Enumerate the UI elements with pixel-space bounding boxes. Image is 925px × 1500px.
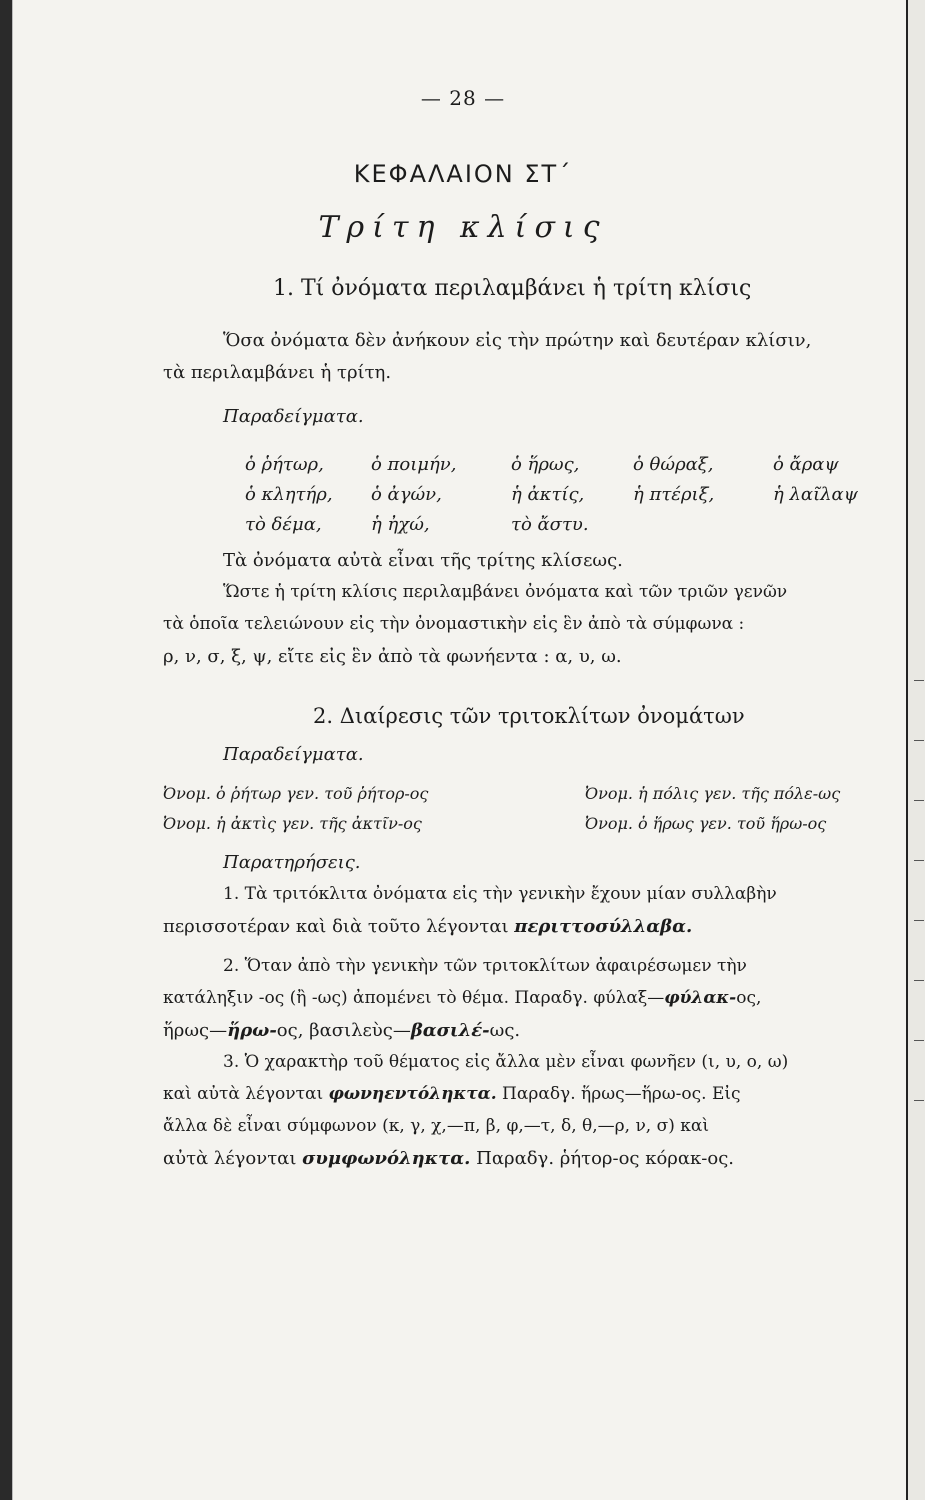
note2-line2: κατάληξιν -ος (ἢ -ως) ἀπομένει τὸ θέμα. Παραδγ. φύλαξ—φύλακ-ος, [163,988,762,1008]
section1-examples-label: Παραδείγματα. [223,406,364,427]
edge-tick [914,860,924,861]
example-word: ὁ ἥρως, [511,454,580,475]
note2-line1: 2. Ὅταν ἀπὸ τὴν γενικὴν τῶν τριτοκλίτων ἀφαιρέσωμεν τὴν [223,956,747,976]
note1-line1: 1. Τὰ τριτόκλιτα ὀνόματα εἰς τὴν γενικὴν ἔχουν μίαν συλλαβὴν [223,884,777,904]
example-word: ὁ ἄραψ [773,454,839,475]
example-word: ὁ κλητήρ, [245,484,333,505]
chapter-heading: ΚΕΦΑΛΑΙΟΝ ΣΤ΄ [353,160,573,188]
declension-example: Ὀνομ. ὁ ῥήτωρ γεν. τοῦ ῥήτορ-ος [163,784,429,803]
example-word: ἡ πτέριξ, [633,484,715,505]
example-word: ὁ θώραξ, [633,454,714,475]
adjacent-page-edge [906,0,925,1500]
note1-line2: περισσοτέραν καὶ διὰ τοῦτο λέγονται περιττοσύλλαβα. [163,916,693,937]
section1-para-line3: τὰ ὁποῖα τελειώνουν εἰς τὴν ὀνομαστικὴν εἰς ἓν ἀπὸ τὰ σύμφωνα : [163,614,745,634]
note2-line3: ἥρως—ἥρω-ος, βασιλεὺς—βασιλέ-ως. [163,1020,521,1041]
section2-examples-label: Παραδείγματα. [223,744,364,765]
edge-tick [914,740,924,741]
section1-para-line1: Τὰ ὀνόματα αὐτὰ εἶναι τῆς τρίτης κλίσεως. [223,550,623,571]
notes-label: Παρατηρήσεις. [223,852,361,873]
edge-tick [914,800,924,801]
example-word: ἡ ἠχώ, [371,514,430,535]
example-word: τὸ ἄστυ. [511,514,589,535]
page-number: — 28 — [420,86,506,110]
example-word: ὁ ποιμήν, [371,454,457,475]
example-word: ἡ λαῖλαψ [773,484,858,505]
edge-tick [914,1100,924,1101]
note3-line2: καὶ αὐτὰ λέγονται φωνηεντόληκτα. Παραδγ. ἥρως—ἥρω-ος. Εἰς [163,1084,741,1104]
example-word: ὁ ῥήτωρ, [245,454,324,475]
declension-example: Ὀνομ. ἡ πόλις γεν. τῆς πόλε-ως [585,784,841,803]
section1-para-line2: Ὥστε ἡ τρίτη κλίσις περιλαμβάνει ὀνόματα καὶ τῶν τριῶν γενῶν [223,582,788,602]
edge-tick [914,920,924,921]
section1-intro-line1: Ὅσα ὀνόματα δὲν ἀνήκουν εἰς τὴν πρώτην καὶ δευτέραν κλίσιν, [223,330,812,351]
page-title: Τρίτη κλίσις [318,210,608,245]
edge-tick [914,680,924,681]
note3-line1: 3. Ὁ χαρακτὴρ τοῦ θέματος εἰς ἄλλα μὲν εἶναι φωνῆεν (ι, υ, ο, ω) [223,1052,789,1072]
example-word: ἡ ἀκτίς, [511,484,585,505]
example-word: ὁ ἀγών, [371,484,442,505]
section1-heading: 1. Τί ὀνόματα περιλαμβάνει ἡ τρίτη κλίσις [273,276,752,301]
edge-tick [914,1040,924,1041]
declension-example: Ὀνομ. ὁ ἥρως γεν. τοῦ ἥρω-ος [585,814,827,833]
book-page [12,0,913,1500]
section2-heading: 2. Διαίρεσις τῶν τριτοκλίτων ὀνομάτων [313,704,745,728]
section1-intro-line2: τὰ περιλαμβάνει ἡ τρίτη. [163,362,392,383]
section1-para-line4: ρ, ν, σ, ξ, ψ, εἴτε εἰς ἓν ἀπὸ τὰ φωνήεντα : α, υ, ω. [163,646,622,667]
note3-line4: αὐτὰ λέγονται συμφωνόληκτα. Παραδγ. ῥήτορ-ος κόρακ-ος. [163,1148,735,1169]
declension-example: Ὀνομ. ἡ ἀκτὶς γεν. τῆς ἀκτῖν-ος [163,814,422,833]
note3-line3: ἄλλα δὲ εἶναι σύμφωνον (κ, γ, χ,—π, β, φ,—τ, δ, θ,—ρ, ν, σ) καὶ [163,1116,710,1136]
example-word: τὸ δέμα, [245,514,322,535]
edge-tick [914,980,924,981]
